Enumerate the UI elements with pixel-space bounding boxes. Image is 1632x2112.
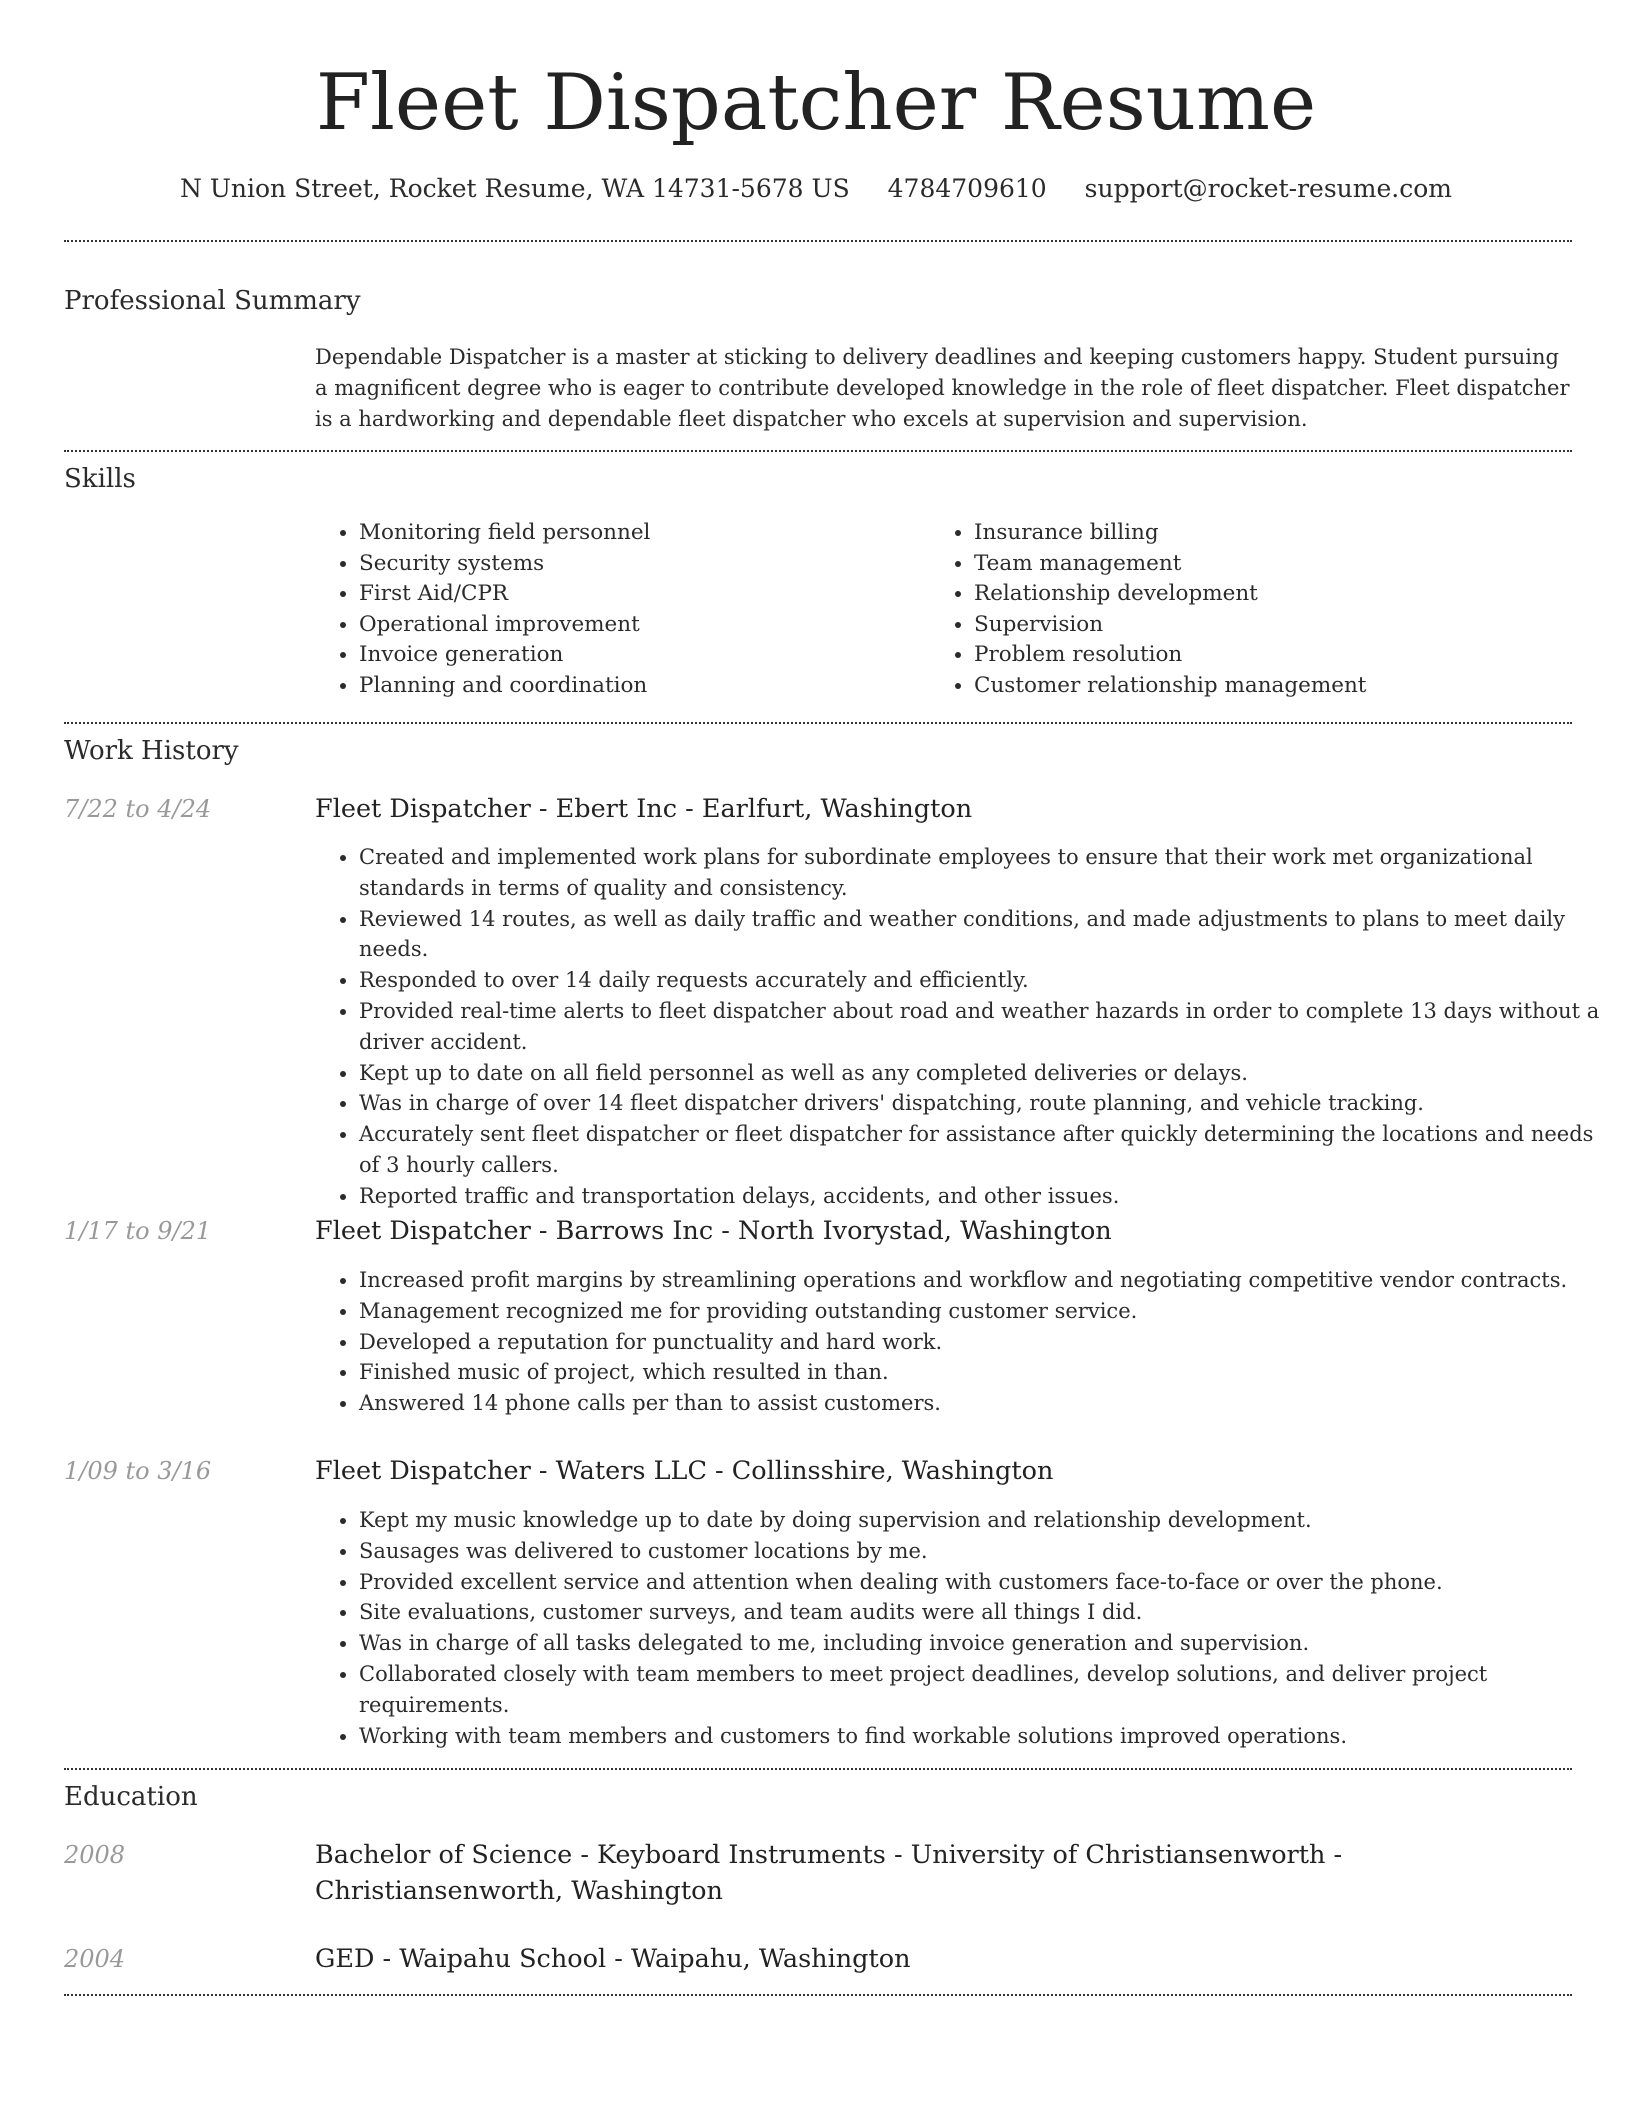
skill-item: • Planning and coordination	[359, 671, 919, 702]
job-title: Fleet Dispatcher - Barrows Inc - North Ivorystad, Washington	[315, 1216, 1112, 1246]
job-title: Fleet Dispatcher - Waters LLC - Collinsshire, Washington	[315, 1456, 1054, 1486]
job-bullet: • Increased profit margins by streamlining operations and workflow and negotiating competitive vendor contracts.	[359, 1265, 1614, 1296]
job-bullet: • Kept up to date on all field personnel as well as any completed deliveries or delays.	[359, 1058, 1614, 1089]
skills-list-left	[315, 518, 919, 701]
contact-line	[0, 172, 1632, 206]
job-bullet: • Site evaluations, customer surveys, and team audits were all things I did.	[359, 1597, 1614, 1628]
contact-email: support@rocket-resume.com	[1084, 174, 1452, 203]
skill-item: • Team management	[974, 549, 1614, 580]
skill-item: • Security systems	[359, 549, 919, 580]
work-heading: Work History	[64, 736, 239, 766]
job-bullets	[315, 842, 1614, 1212]
divider	[64, 1768, 1572, 1770]
skill-item: • Customer relationship management	[974, 671, 1614, 702]
skill-item: • Monitoring field personnel	[359, 518, 919, 549]
job-bullet: • Developed a reputation for punctuality and hard work.	[359, 1327, 1614, 1358]
summary-text: Dependable Dispatcher is a master at sticking to delivery deadlines and keeping customers happy. Student pursuing a magnificent degree who is eager to contribute developed knowledge in the role of fleet dispatcher. Fleet dispatcher is a hardworking and dependable fleet dispatcher who excels at supervision and supervision.	[315, 345, 1570, 431]
skill-item: • Problem resolution	[974, 640, 1614, 671]
job-bullet: • Was in charge of all tasks delegated to me, including invoice generation and supervision.	[359, 1628, 1614, 1659]
job-bullet: • Finished music of project, which resulted in than.	[359, 1357, 1614, 1388]
job-bullet: • Management recognized me for providing outstanding customer service.	[359, 1296, 1614, 1327]
job-bullets	[315, 1505, 1614, 1751]
job-dates: 1/09 to 3/16	[64, 1457, 212, 1485]
skill-item: • Relationship development	[974, 579, 1614, 610]
education-title: Bachelor of Science - Keyboard Instruments - University of Christiansenworth - Christiansenworth, Washington	[315, 1840, 1343, 1906]
divider	[64, 450, 1572, 452]
job-bullet: • Accurately sent fleet dispatcher or fleet dispatcher for assistance after quickly determining the locations and needs of 3 hourly callers.	[359, 1119, 1614, 1181]
education-year: 2008	[64, 1841, 126, 1869]
job-bullet: • Responded to over 14 daily requests accurately and efficiently.	[359, 965, 1614, 996]
job-bullet: • Created and implemented work plans for subordinate employees to ensure that their work met organizational standards in terms of quality and consistency.	[359, 842, 1614, 904]
job-bullet: • Kept my music knowledge up to date by doing supervision and relationship development.	[359, 1505, 1614, 1536]
job-bullet: • Collaborated closely with team members to meet project deadlines, develop solutions, and deliver project requirements.	[359, 1659, 1614, 1721]
skill-item: • Supervision	[974, 610, 1614, 641]
contact-phone: 4784709610	[887, 174, 1047, 203]
skills-list-right	[930, 518, 1614, 701]
skills-heading: Skills	[64, 464, 136, 494]
job-dates: 7/22 to 4/24	[64, 795, 212, 823]
contact-address: N Union Street, Rocket Resume, WA 14731-5678 US	[180, 174, 850, 203]
divider	[64, 240, 1572, 242]
summary-heading: Professional Summary	[64, 286, 361, 316]
job-bullet: • Working with team members and customers to find workable solutions improved operations.	[359, 1721, 1614, 1752]
job-dates: 1/17 to 9/21	[64, 1217, 212, 1245]
job-bullets	[315, 1265, 1614, 1419]
job-bullet: • Provided excellent service and attention when dealing with customers face-to-face or over the phone.	[359, 1567, 1614, 1598]
job-bullet: • Sausages was delivered to customer locations by me.	[359, 1536, 1614, 1567]
skill-item: • Operational improvement	[359, 610, 919, 641]
education-heading: Education	[64, 1782, 198, 1812]
job-bullet: • Was in charge of over 14 fleet dispatcher drivers' dispatching, route planning, and vehicle tracking.	[359, 1088, 1614, 1119]
job-bullet: • Reviewed 14 routes, as well as daily traffic and weather conditions, and made adjustments to plans to meet daily needs.	[359, 904, 1614, 966]
skill-item: • Invoice generation	[359, 640, 919, 671]
divider	[64, 1994, 1572, 1996]
resume-title: Fleet Dispatcher Resume	[315, 58, 1317, 148]
job-title: Fleet Dispatcher - Ebert Inc - Earlfurt, Washington	[315, 794, 973, 824]
skill-item: • First Aid/CPR	[359, 579, 919, 610]
job-bullet: • Reported traffic and transportation delays, accidents, and other issues.	[359, 1181, 1614, 1212]
skill-item: • Insurance billing	[974, 518, 1614, 549]
job-bullet: • Answered 14 phone calls per than to assist customers.	[359, 1388, 1614, 1419]
education-year: 2004	[64, 1945, 126, 1973]
job-bullet: • Provided real-time alerts to fleet dispatcher about road and weather hazards in order to complete 13 days without a driver accident.	[359, 996, 1614, 1058]
divider	[64, 722, 1572, 724]
education-title: GED - Waipahu School - Waipahu, Washington	[315, 1944, 911, 1974]
